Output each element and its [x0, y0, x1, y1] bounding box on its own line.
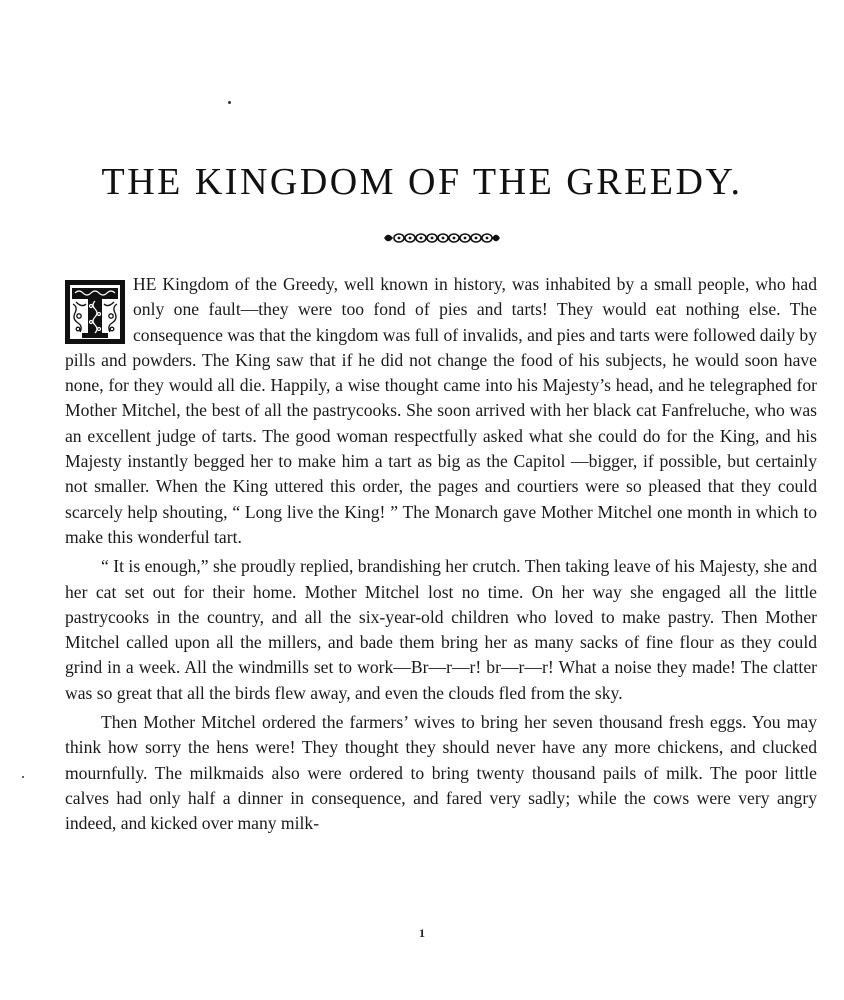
paragraph: “ It is enough,” she proudly replied, brandishing her crutch. Then taking leave of his Majesty, she and her cat set out for their home. Mother Mitchel lost no time. On her way she engaged all the little pastrycooks in the country, and all the six-year-old children who loved to make pastry. Then Mother Mitchel called upon all the millers, and bade them bring her as many sacks of fine flour as they could grind in a week. All the windmills set to work—Br—r—r! br—r—r! What a noise they made! The clatter was so great that all the birds flew away, and even the clouds fled from the sky. [65, 556, 817, 703]
story-text [65, 272, 817, 837]
ink-speck [22, 776, 24, 778]
ink-speck [228, 101, 231, 104]
paragraph: Then Mother Mitchel ordered the farmers’ wives to bring her seven thousand fresh eggs. You may think how sorry the hens were! They thought they should never have any more chickens, and clucked mournfully. The milkmaids also were ordered to bring twenty thousand pails of milk. The poor little calves had only half a dinner in consequence, and fared very sadly; while the cows were very angry indeed, and kicked over many milk- [65, 712, 817, 834]
ornament-divider [383, 232, 501, 244]
paragraph-text: HE Kingdom of the Greedy, well known in history, was inhabited by a small people, who had only one fault—they were too fond of pies and tarts! They would eat nothing else. The consequence was that the kingdom was full of invalids, and pies and tarts were followed daily by pills and powders. The King saw that if he did not change the food of his subjects, he would soon have none, for they would all die. Happily, a wise thought came into his Majesty’s head, and he telegraphed for Mother Mitchel, the best of all the pastrycooks. She soon arrived with her black cat Fanfreluche, who was an excellent judge of tarts. The good woman respectfully asked what she could do for the King, and his Majesty instantly begged her to make him a tart as big as the Capitol —bigger, if possible, but certainly not smaller. When the King uttered this order, the pages and courtiers were so pleased that they could scarcely help shouting, “ Long live the King! ” The Monarch gave Mother Mitchel one month in which to make this wonderful tart. [65, 274, 817, 547]
decorated-initial [65, 280, 125, 344]
chapter-title: THE KINGDOM OF THE GREEDY. [101, 161, 743, 203]
dropcap-letter [67, 282, 123, 342]
paragraph [65, 272, 817, 550]
page-number: 1 [419, 926, 425, 940]
